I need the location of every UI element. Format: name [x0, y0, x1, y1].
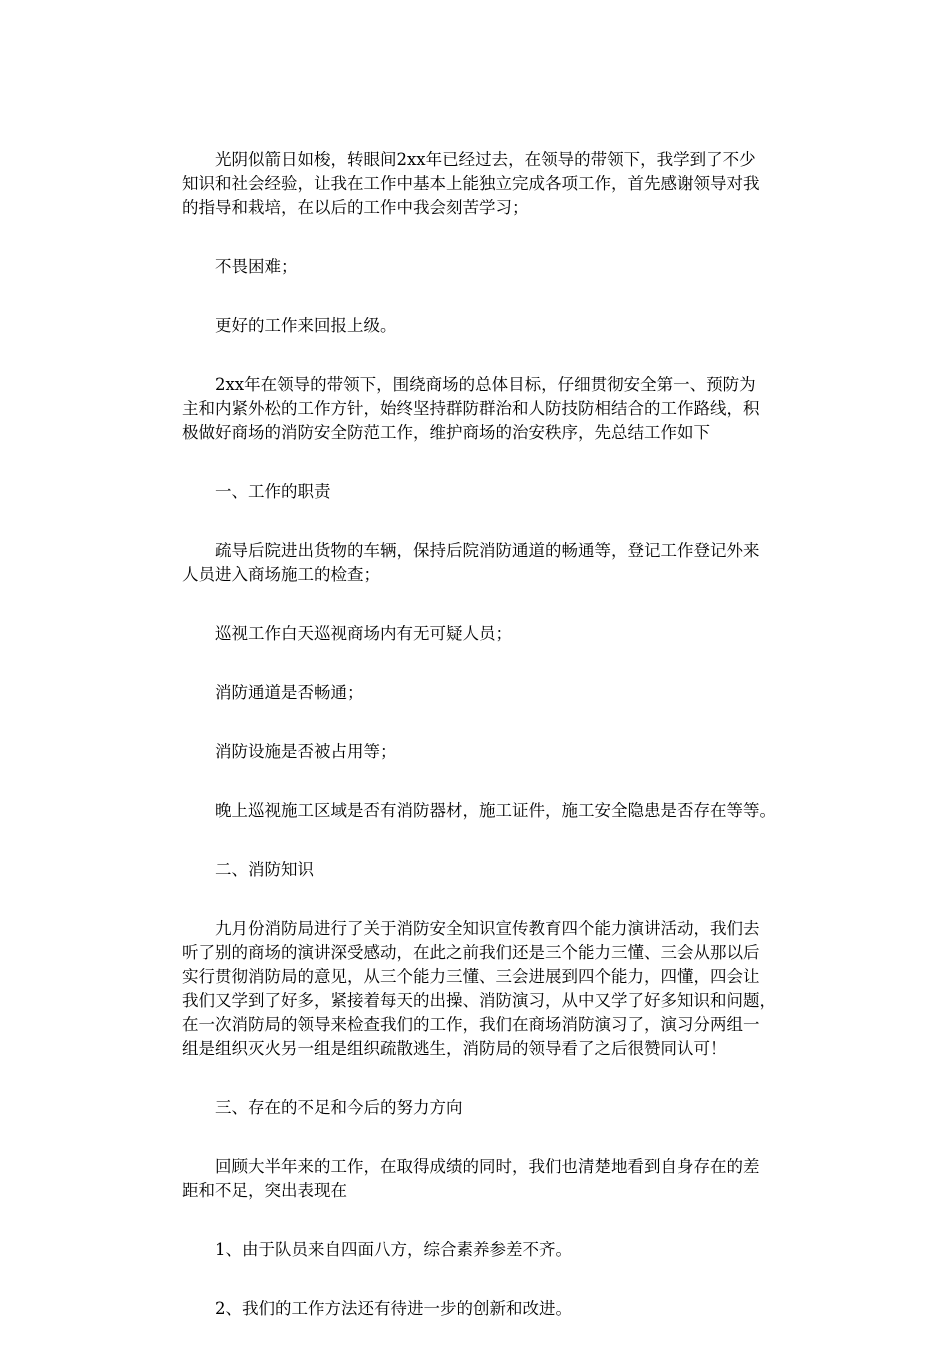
text-paragraph: 九月份消防局进行了关于消防安全知识宣传教育四个能力演讲活动，我们去 听了别的商场的演讲深受感动，在此之前我们还是三个能力三懂、三会从那以后 实行贯彻消防局的意见，从三个能力三懂、三会进展到四个能力，四懂，四会让 我们又学到了好多，紧接着每天的出操、消防演习，从中又学了好多知识和问题， 在一次消防局的领导来检查我们的工作，我们在商场消防演习了，演习分两组一 组是组织灭火另一组是组织疏散逃生，消防局的领导看了之后很赞同认可！ — [182, 919, 776, 1058]
text-paragraph: 不畏困难； — [215, 257, 298, 276]
text-paragraph: 消防设施是否被占用等； — [215, 742, 397, 761]
text-paragraph: 巡视工作白天巡视商场内有无可疑人员； — [215, 624, 512, 643]
section-heading-duties: 一、工作的职责 — [215, 482, 331, 501]
section-heading-shortcomings: 三、存在的不足和今后的努力方向 — [215, 1098, 463, 1117]
text-paragraph: 回顾大半年来的工作，在取得成绩的同时，我们也清楚地看到自身存在的差 距和不足，突出表现在 — [182, 1157, 760, 1200]
text-paragraph: 晚上巡视施工区域是否有消防器材，施工证件，施工安全隐患是否存在等等。 — [215, 801, 776, 820]
text-paragraph: 消防通道是否畅通； — [215, 683, 364, 702]
intro-paragraph: 光阴似箭日如梭，转眼间2xx年已经过去，在领导的带领下，我学到了不少 知识和社会经验，让我在工作中基本上能独立完成各项工作，首先感谢领导对我 的指导和栽培，在以后的工作中我会刻苦学习； — [182, 150, 760, 217]
section-heading-fire-knowledge: 二、消防知识 — [215, 860, 314, 879]
text-paragraph: 2xx年在领导的带领下，围绕商场的总体目标，仔细贯彻安全第一、预防为 主和内紧外松的工作方针，始终坚持群防群治和人防技防相结合的工作路线，积 极做好商场的消防安全防范工作，维护商场的治安秩序，先总结工作如下 — [182, 375, 760, 442]
document-body — [182, 148, 778, 1356]
text-paragraph: 疏导后院进出货物的车辆，保持后院消防通道的畅通等，登记工作登记外来 人员进入商场施工的检查； — [182, 541, 760, 584]
text-paragraph: 更好的工作来回报上级。 — [215, 316, 397, 335]
list-item: 1、由于队员来自四面八方，综合素养参差不齐。 — [215, 1240, 572, 1259]
list-item: 2、我们的工作方法还有待进一步的创新和改进。 — [215, 1299, 572, 1318]
